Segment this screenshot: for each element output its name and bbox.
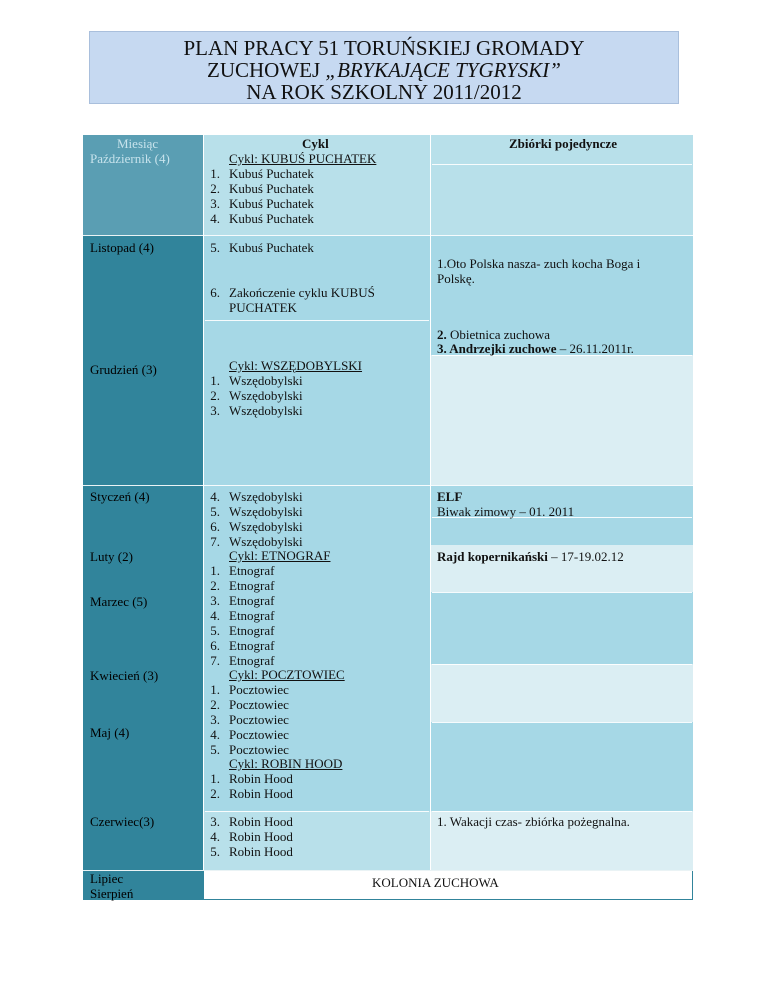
month-november: Listopad (4) [90, 240, 154, 255]
meeting-feb-rajd [437, 549, 624, 564]
cycle-item: Kubuś Puchatek [229, 166, 314, 181]
cycle-item: Wszędobylski [229, 534, 303, 549]
row-divider [83, 235, 693, 236]
meeting-jan-biwak: Biwak zimowy – 01. 2011 [437, 504, 575, 519]
item-number: 5. [210, 504, 220, 519]
row-divider [432, 811, 692, 812]
col-divider-1 [203, 135, 204, 870]
cycle-item: Pocztowiec [229, 697, 289, 712]
meeting-nov-1-a: 1.Oto Polska nasza- zuch kocha Boga i [437, 256, 641, 271]
row-divider [83, 485, 693, 486]
item-number: 5. [210, 240, 220, 255]
header-meetings: Zbiórki pojedyncze [509, 136, 617, 151]
month-october: Październik (4) [90, 151, 170, 166]
cycle-title-pocztowiec: Cykl: POCZTOWIEC [229, 667, 345, 682]
summer-camp-label: KOLONIA ZUCHOWA [372, 875, 499, 890]
cycle-item-end-a: Zakończenie cyklu KUBUŚ [229, 285, 375, 300]
item-number: 3. [210, 814, 220, 829]
meet-cell-mar [430, 592, 693, 664]
title-line-1: PLAN PRACY 51 TORUŃSKIEJ GROMADY [183, 36, 585, 60]
item-number: 2. [210, 786, 220, 801]
meet-cell-dec [430, 355, 693, 485]
meeting-nov-2-num: 2. [437, 327, 447, 342]
month-february: Luty (2) [90, 549, 133, 564]
cycle-item: Robin Hood [229, 844, 293, 859]
col-divider-2 [430, 135, 431, 870]
cycle-item: Etnograf [229, 623, 275, 638]
meeting-nov-1-b: Polskę. [437, 271, 475, 286]
row-divider [83, 870, 693, 871]
cycle-item: Etnograf [229, 638, 275, 653]
item-number: 3. [210, 593, 220, 608]
item-number: 3. [210, 712, 220, 727]
item-number: 6. [210, 519, 220, 534]
meeting-jan-elf: ELF [437, 489, 463, 504]
item-number: 6. [210, 638, 220, 653]
item-number: 5. [210, 844, 220, 859]
cycle-item: Etnograf [229, 653, 275, 668]
header-month: Miesiąc [117, 136, 159, 151]
month-april: Kwiecień (3) [90, 668, 159, 683]
item-number: 3. [210, 196, 220, 211]
meeting-feb-rest: – 17-19.02.12 [547, 549, 624, 564]
item-number: 7. [210, 534, 220, 549]
item-number: 7. [210, 653, 220, 668]
title-line-2-a: ZUCHOWEJ [207, 58, 326, 82]
meet-cell-may [430, 722, 693, 811]
item-number: 1. [210, 563, 220, 578]
header-cycle: Cykl [302, 136, 329, 151]
row-divider [432, 164, 692, 165]
item-number: 5. [210, 623, 220, 638]
cycle-title-etnograf: Cykl: ETNOGRAF [229, 548, 331, 563]
cycle-item: Etnograf [229, 608, 275, 623]
cycle-item: Kubuś Puchatek [229, 196, 314, 211]
cycle-item-end-b: PUCHATEK [229, 300, 297, 315]
month-july: Lipiec [90, 871, 124, 886]
cycle-item: Etnograf [229, 563, 275, 578]
cycle-title-wszedobylski: Cykl: WSZĘDOBYLSKI [229, 358, 363, 373]
cycle-item: Kubuś Puchatek [229, 181, 314, 196]
meet-cell-apr [430, 664, 693, 722]
cycle-item: Pocztowiec [229, 742, 289, 757]
item-number: 6. [210, 285, 220, 300]
month-march: Marzec (5) [90, 594, 148, 609]
cycle-item: Robin Hood [229, 786, 293, 801]
item-number: 1. [210, 771, 220, 786]
document-title [89, 31, 679, 104]
item-number: 4. [210, 829, 220, 844]
cycle-item: Etnograf [229, 593, 275, 608]
meeting-nov-3 [437, 341, 634, 356]
item-number: 2. [210, 578, 220, 593]
cycle-item: Wszędobylski [229, 489, 303, 504]
row-divider [205, 320, 429, 321]
item-number: 4. [210, 211, 220, 226]
cycle-item: Kubuś Puchatek [229, 240, 314, 255]
cycle-item: Etnograf [229, 578, 275, 593]
cycle-title-kubus: Cykl: KUBUŚ PUCHATEK [229, 151, 377, 166]
title-line-3: NA ROK SZKOLNY 2011/2012 [246, 80, 522, 104]
item-number: 1. [210, 373, 220, 388]
item-number: 4. [210, 608, 220, 623]
cycle-item: Robin Hood [229, 771, 293, 786]
cycle-item: Pocztowiec [229, 682, 289, 697]
cycle-item: Pocztowiec [229, 712, 289, 727]
cycle-item: Wszędobylski [229, 388, 303, 403]
meeting-nov-2-text: Obietnica zuchowa [446, 327, 550, 342]
meeting-nov-2 [437, 327, 550, 342]
cycle-item: Wszędobylski [229, 504, 303, 519]
month-june: Czerwiec(3) [90, 814, 155, 829]
meeting-nov-3-rest: – 26.11.2011r. [556, 341, 634, 356]
item-number: 1. [210, 682, 220, 697]
meeting-nov-3-bold: 3. Andrzejki zuchowe [437, 341, 557, 356]
row-divider [432, 592, 692, 593]
cycle-item: Wszędobylski [229, 519, 303, 534]
item-number: 2. [210, 697, 220, 712]
item-number: 5. [210, 742, 220, 757]
meeting-feb-bold: Rajd kopernikański [437, 549, 548, 564]
title-line-2 [90, 59, 678, 81]
title-line-2-b: „BRYKAJĄCE TYGRYSKI” [325, 58, 561, 82]
month-december: Grudzień (3) [90, 362, 157, 377]
row-divider [432, 664, 692, 665]
cycle-item: Wszędobylski [229, 373, 303, 388]
item-number: 4. [210, 727, 220, 742]
cycle-title-robin-hood: Cykl: ROBIN HOOD [229, 756, 343, 771]
month-august: Sierpień [90, 886, 134, 901]
cycle-item: Kubuś Puchatek [229, 211, 314, 226]
meeting-june: 1. Wakacji czas- zbiórka pożegnalna. [437, 814, 630, 829]
row-divider [432, 722, 692, 723]
month-january: Styczeń (4) [90, 489, 150, 504]
month-column [83, 235, 203, 900]
cycle-item: Robin Hood [229, 829, 293, 844]
cycle-item: Pocztowiec [229, 727, 289, 742]
cycle-item: Wszędobylski [229, 403, 303, 418]
item-number: 2. [210, 388, 220, 403]
cycle-item: Robin Hood [229, 814, 293, 829]
item-number: 2. [210, 181, 220, 196]
item-number: 1. [210, 166, 220, 181]
item-number: 3. [210, 403, 220, 418]
month-may: Maj (4) [90, 725, 130, 740]
row-divider [205, 811, 429, 812]
item-number: 4. [210, 489, 220, 504]
